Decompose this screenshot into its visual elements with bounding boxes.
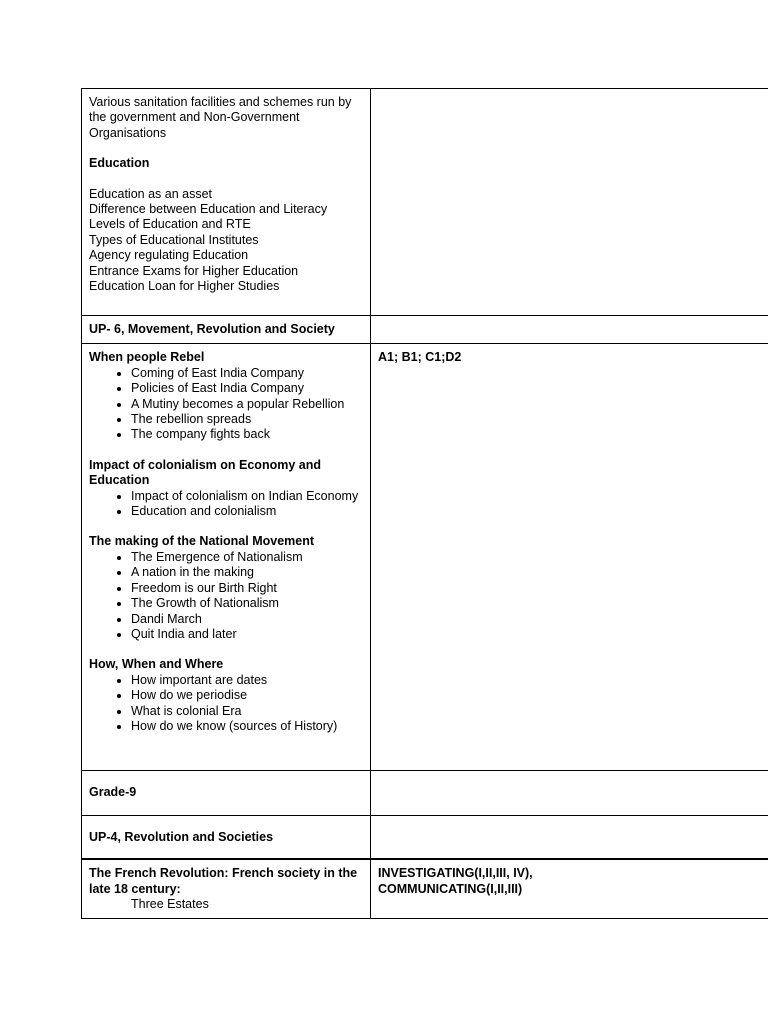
section-heading: The making of the National Movement <box>89 534 315 549</box>
table-row <box>82 316 768 344</box>
table-cell <box>371 859 768 919</box>
assessment-codes: A1; B1; C1;D2 <box>371 344 768 771</box>
list-item: Types of Educational Institutes <box>89 232 259 247</box>
list-item: Agency regulating Education <box>89 248 249 263</box>
table-cell <box>371 771 768 815</box>
list-item: • What is colonial Era <box>131 704 363 719</box>
table-row <box>82 344 768 771</box>
unit-heading: UP- 6, Movement, Revolution and Society <box>82 316 371 344</box>
list-item: • Dandi March <box>131 612 363 627</box>
section-heading: How, When and Where <box>89 657 224 672</box>
table-cell <box>371 815 768 859</box>
sub-item: Three Estates <box>131 897 209 912</box>
bullet-list <box>89 550 363 642</box>
list-item: Entrance Exams for Higher Education <box>89 263 299 278</box>
section-heading: Impact of colonialism on Economy and Education <box>89 457 321 488</box>
list-item: • How do we know (sources of History) <box>131 719 363 734</box>
list-item: • How do we periodise <box>131 688 363 703</box>
list-item: • How important are dates <box>131 673 363 688</box>
table-row <box>82 89 768 316</box>
table-cell <box>371 89 768 316</box>
table-row <box>82 771 768 815</box>
section-heading: The French Revolution: French society in the late 18 century: <box>89 866 358 896</box>
grade-heading: Grade-9 <box>82 771 371 815</box>
skills-line: COMMUNICATING(I,II,III) <box>378 881 523 896</box>
bullet-list <box>89 489 363 520</box>
list-item: Education as an asset <box>89 186 212 201</box>
table-cell <box>371 316 768 344</box>
curriculum-table <box>81 88 768 919</box>
unit-heading: UP-4, Revolution and Societies <box>82 815 371 859</box>
list-item: • Policies of East India Company <box>131 381 363 396</box>
table-cell <box>82 344 371 771</box>
list-item: • The company fights back <box>131 427 363 442</box>
list-item: • Education and colonialism <box>131 504 363 519</box>
table-cell <box>82 859 371 919</box>
intro-text: Various sanitation facilities and schemes run by the government and Non-Government Organisations <box>89 95 352 140</box>
list-item: • A nation in the making <box>131 565 363 580</box>
list-item: • Quit India and later <box>131 627 363 642</box>
section-heading: When people Rebel <box>89 350 205 365</box>
list-item: Levels of Education and RTE <box>89 217 251 232</box>
bullet-list <box>89 366 363 443</box>
table-row <box>82 859 768 919</box>
list-item: • A Mutiny becomes a popular Rebellion <box>131 397 363 412</box>
skills-line: INVESTIGATING(I,II,III, IV), <box>378 866 533 881</box>
list-item: • Freedom is our Birth Right <box>131 581 363 596</box>
section-heading: Education <box>89 156 150 171</box>
list-item: • Impact of colonialism on Indian Economy <box>131 489 363 504</box>
table-cell <box>82 89 371 316</box>
list-item: • The Emergence of Nationalism <box>131 550 363 565</box>
table-row <box>82 815 768 859</box>
list-item: • The Growth of Nationalism <box>131 596 363 611</box>
list-item: Education Loan for Higher Studies <box>89 279 280 294</box>
bullet-list <box>89 673 363 735</box>
list-item: • The rebellion spreads <box>131 412 363 427</box>
list-item: Difference between Education and Literacy <box>89 202 328 217</box>
list-item: • Coming of East India Company <box>131 366 363 381</box>
